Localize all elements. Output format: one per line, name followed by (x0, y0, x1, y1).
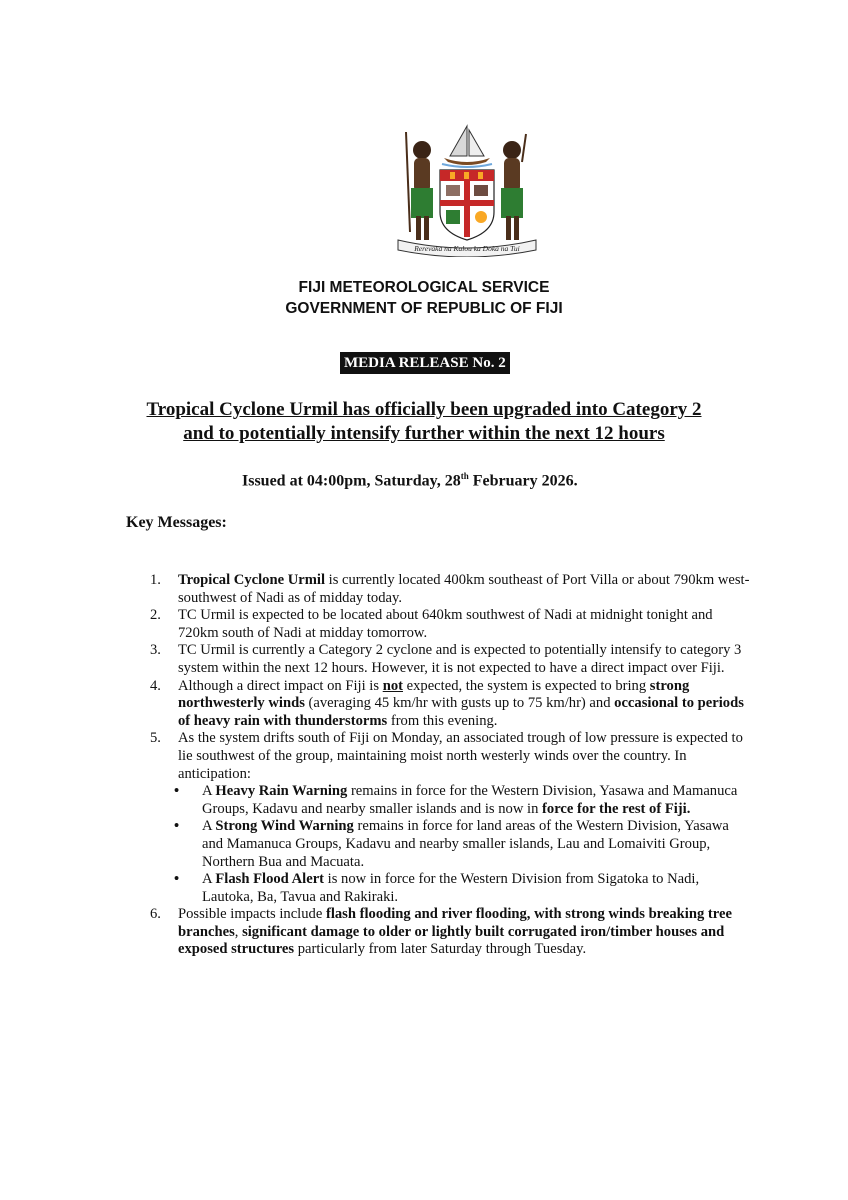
bullet-icon: • (174, 871, 180, 888)
headline-line-1: Tropical Cyclone Urmil has officially been upgraded into Category 2 (146, 399, 702, 420)
headline-line-2: and to potentially intensify further within the next 12 hours (183, 423, 665, 444)
right-supporter-figure (501, 134, 526, 240)
left-supporter-figure (406, 132, 433, 240)
headline (80, 398, 768, 446)
warning-item: • A Flash Flood Alert is now in force for the Western Division from Sigatoka to Nadi, Lautoka, Ba, Tavua and Rakiraki. (174, 871, 700, 905)
org-name: FIJI METEOROLOGICAL SERVICE (298, 279, 550, 296)
list-item: 3. TC Urmil is currently a Category 2 cyclone and is expected to potentially intensify to category 3 system within the next 12 hours. However, it is not expected to have a direct impact over Fiji. (150, 642, 742, 676)
canoe-crest-icon (442, 126, 492, 167)
org-government: GOVERNMENT OF REPUBLIC OF FIJI (285, 300, 563, 317)
list-item: 5. As the system drifts south of Fiji on Monday, an associated trough of low pressure is expected to lie southwest of the group, maintaining moist north westerly winds over the country. In anticipation: (150, 730, 743, 782)
media-release-label: MEDIA RELEASE No. 2 (340, 352, 510, 374)
motto-text: Rerevaka na Kalou ka Doka na Tui (414, 244, 520, 253)
issued-datetime: Issued at 04:00pm, Saturday, 28th February 2026. (242, 471, 578, 490)
bullet-icon: • (174, 783, 180, 800)
fiji-coat-of-arms (392, 122, 542, 257)
list-item: 4. Although a direct impact on Fiji is not expected, the system is expected to bring strong northwesterly winds (averaging 45 km/hr with gusts up to 75 km/hr) and occasional to periods of heavy rain with thunderstorms from this evening. (150, 677, 744, 729)
list-item: 1. Tropical Cyclone Urmil is currently located 400km southeast of Port Villa or about 790km west-southwest of Nadi as of midday today. (150, 572, 750, 606)
bullet-icon: • (174, 818, 180, 835)
shield-icon (440, 170, 494, 240)
warning-item: • A Strong Wind Warning remains in force for land areas of the Western Division, Yasawa and Mamanuca Groups, Kadavu and nearby smaller islands, Lau and Lomaiviti Group, Northern Bua and Macuata. (174, 818, 729, 870)
key-messages-list (150, 572, 750, 959)
list-item: 6. Possible impacts include flash flooding and river flooding, with strong winds breaking tree branches, significant damage to older or lightly built corrugated iron/timber houses and exposed structures particularly from later Saturday through Tuesday. (150, 906, 732, 958)
list-item: 2. TC Urmil is expected to be located about 640km southwest of Nadi at midnight tonight and 720km south of Nadi at midday tomorrow. (150, 607, 713, 641)
key-messages-heading: Key Messages: (126, 514, 227, 531)
warning-item: • A Heavy Rain Warning remains in force for the Western Division, Yasawa and Mamanuca Groups, Kadavu and nearby smaller islands and is now in force for the rest of Fiji. (174, 783, 738, 817)
